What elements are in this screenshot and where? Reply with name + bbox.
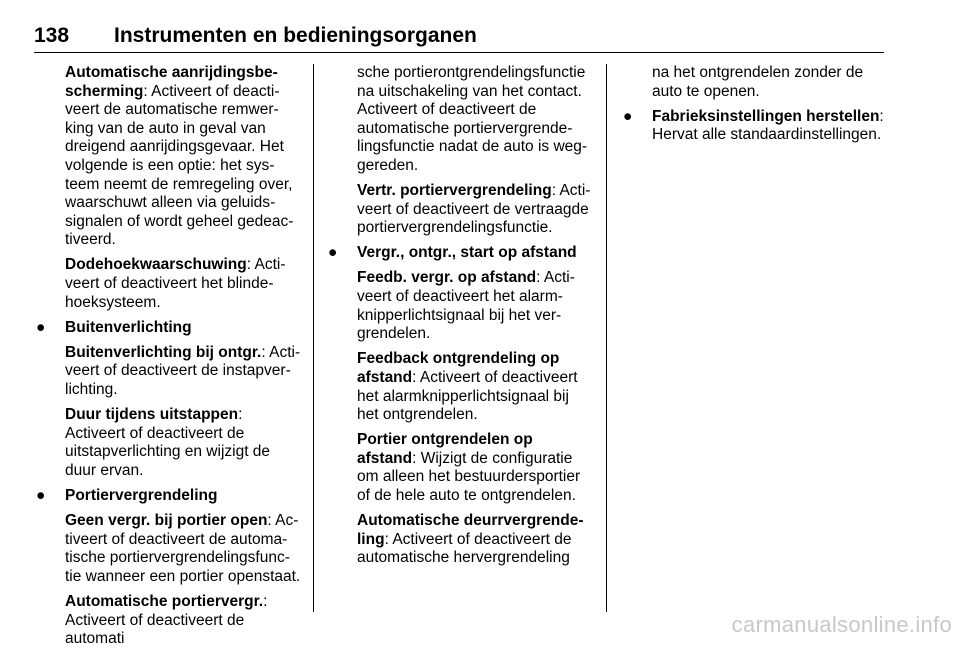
term: Automatische aanrijdingsbescherming: [65, 64, 278, 100]
paragraph: [65, 406, 301, 480]
term: Duur tijdens uitstappen: [65, 406, 239, 424]
paragraph: [65, 593, 301, 649]
description: : Activeert of deactiveert de automati: [65, 592, 268, 648]
term: Geen vergr. bij portier open: [65, 512, 268, 530]
paragraph: [652, 64, 884, 101]
description: : Wijzigt de configuratie om alleen het bestuurdersportier of de hele auto te ontgrendelen.: [357, 449, 581, 504]
bullet-item: [36, 486, 301, 506]
paragraph: [357, 512, 591, 568]
bullet-icon: ●: [623, 107, 633, 125]
term: Dodehoekwaarschuwing: [65, 256, 247, 274]
description: : Activeert of deactiveert de automatische portiervergrendelingsfunctie wanneer een portier openstaat.: [65, 512, 301, 585]
term: Feedb. vergr. op afstand: [357, 269, 537, 287]
paragraph: [65, 512, 301, 586]
term: Buitenverlichting bij ontgr.: [65, 343, 262, 361]
paragraph: [357, 64, 591, 176]
chapter-title: Instrumenten en bedieningsorganen: [114, 24, 477, 47]
paragraph: [357, 350, 591, 424]
term: Automatische portiervergr.: [65, 592, 264, 610]
description: : Activeert of deactiveert het blindehoeksysteem.: [65, 256, 286, 311]
description: : Activeert of deactiveert de automatische hervergrendeling: [357, 530, 572, 567]
column-divider: [313, 64, 314, 612]
description: : Hervat alle standaardinstellingen.: [652, 107, 884, 144]
description: : Activeert of deactiveert de vertraagde portiervergrendelingsfunctie.: [357, 182, 591, 237]
bullet-item: [623, 107, 884, 145]
paragraph: [65, 64, 301, 250]
paragraph: [65, 256, 301, 312]
description: : Activeert of deactiveert het alarmknipperlichtsignaal bij het vergrendelen.: [357, 269, 575, 343]
bullet-item: [328, 244, 591, 263]
term: Feedback ontgrendeling op afstand: [357, 350, 560, 386]
bullet-icon: ●: [36, 486, 46, 504]
bullet-item: [36, 318, 301, 338]
bullet-title: Buitenverlichting: [65, 318, 192, 336]
description: : Activeert of deactiveert de instapverlichting.: [65, 343, 301, 398]
description: : Activeert of deactiveert het alarmknipperlichtsignaal bij het ontgrendelen.: [357, 368, 578, 424]
column-divider: [606, 64, 607, 612]
term: Automatische deurrvergrendeling: [357, 512, 584, 548]
description: sche portierontgrendelingsfunctie na uitschakeling van het contact. Activeert of deactiveert de automatische portiervergrendelingsfunctie nadat de auto is weggereden.: [357, 64, 588, 174]
column-3: [623, 64, 884, 151]
header-rule: [34, 52, 884, 53]
term: Portier ontgrendelen op afstand: [357, 431, 533, 467]
bullet-title: Vergr., ontgr., start op afstand: [357, 244, 577, 262]
bullet-title: Portiervergrendeling: [65, 486, 218, 504]
column-2: [328, 64, 591, 574]
bullet-icon: ●: [36, 318, 46, 336]
paragraph: [357, 431, 591, 505]
description: na het ontgrendelen zonder de auto te openen.: [652, 64, 864, 100]
description: : Activeert of deactiveert de automatische remwerking van de auto in geval van dreigend aanrijdingsgevaar. Het volgende is een optie: het systeem neemt de remregeling over, waarschuwt alleen via geluidssignalen of wordt geheel gedeactiveerd.: [65, 82, 294, 249]
term: Fabrieksinstellingen herstellen: [652, 107, 880, 125]
paragraph: [357, 269, 591, 343]
page-header: [34, 24, 884, 50]
column-1: [36, 64, 301, 655]
bullet-icon: ●: [328, 244, 338, 262]
paragraph: [357, 182, 591, 238]
watermark: carmanualsonline.info: [731, 612, 952, 637]
term: Vertr. portiervergrendeling: [357, 182, 552, 200]
paragraph: [65, 344, 301, 400]
page-number: 138: [34, 24, 70, 47]
description: : Activeert of deactiveert de uitstapverlichting en wijzigt de duur ervan.: [65, 406, 271, 479]
